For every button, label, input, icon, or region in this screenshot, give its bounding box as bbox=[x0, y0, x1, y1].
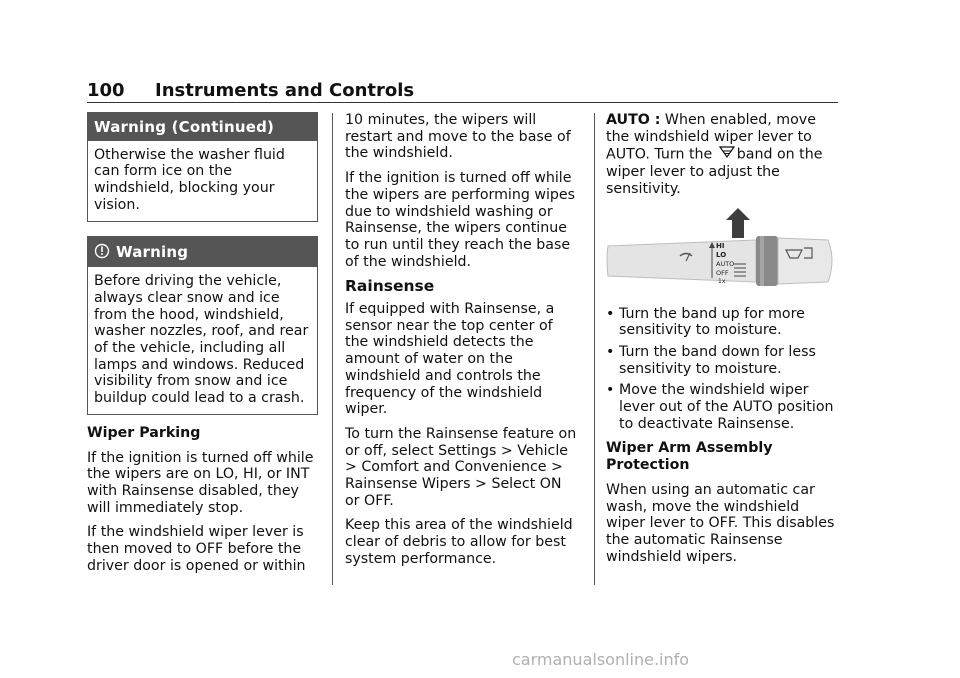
rainsense-paragraph-2: To turn the Rainsense feature on or off, select Settings > Vehicle > Comfort and Convenience > Rainsense Wipers > Select ON or OFF. bbox=[345, 425, 577, 509]
wiper-arm-paragraph: When using an automatic car wash, move the windshield wiper lever to OFF. This disables the automatic Rainsense windshield wipers. bbox=[606, 481, 835, 565]
wiper-parking-heading: Wiper Parking bbox=[87, 424, 201, 441]
list-item: • Move the windshield wiper lever out of the AUTO position to deactivate Rainsense. bbox=[606, 382, 834, 432]
warning-box bbox=[87, 236, 318, 415]
column-divider-2 bbox=[594, 113, 595, 585]
list-item: • Turn the band down for less sensitivity to moisture. bbox=[606, 343, 816, 377]
rainsense-heading: Rainsense bbox=[345, 277, 435, 296]
warning-continued-text: Otherwise the washer fluid can form ice on the windshield, blocking your vision. bbox=[94, 146, 285, 213]
lever-label-1x: 1x bbox=[718, 277, 726, 285]
rainsense-paragraph-1: If equipped with Rainsense, a sensor near the top center of the windshield detects the amount of water on the windshield and controls the frequency of the windshield wiper. bbox=[345, 301, 555, 418]
column2-paragraph-1: 10 minutes, the wipers will restart and move to the base of the windshield. bbox=[345, 112, 571, 162]
warning-header bbox=[88, 237, 317, 268]
lever-label-off: OFF bbox=[716, 268, 729, 277]
warning-icon bbox=[94, 243, 110, 263]
warning-title: Warning bbox=[116, 243, 189, 262]
auto-label: AUTO : bbox=[606, 112, 661, 128]
wiper-lever-illustration bbox=[606, 206, 836, 296]
auto-text-b: band on the wiper lever to adjust the sensitivity. bbox=[606, 146, 823, 197]
wiper-parking-paragraph-2: If the windshield wiper lever is then moved to OFF before the driver door is opened or within bbox=[87, 524, 306, 574]
rainsense-paragraph-3: Keep this area of the windshield clear of debris to allow for best system performance. bbox=[345, 517, 573, 567]
lever-label-lo: LO bbox=[716, 250, 727, 259]
column-1 bbox=[87, 112, 318, 582]
page-number: 100 bbox=[87, 80, 125, 101]
page-header bbox=[87, 80, 838, 104]
column2-paragraph-2: If the ignition is turned off while the wipers are performing wipes due to windshield washing or Rainsense, the wipers continue to run until they reach the base of the windshield. bbox=[345, 170, 576, 270]
auto-paragraph bbox=[606, 112, 838, 198]
list-item: • Turn the band up for more sensitivity to moisture. bbox=[606, 305, 805, 339]
section-title: Instruments and Controls bbox=[155, 80, 415, 101]
header-rule bbox=[87, 102, 838, 103]
column-divider-1 bbox=[332, 113, 333, 585]
rainsense-band-icon bbox=[719, 145, 735, 164]
wiper-parking-paragraph-1: If the ignition is turned off while the wipers are on LO, HI, or INT with Rainsense disabled, they will immediately stop. bbox=[87, 449, 314, 516]
column-3 bbox=[606, 112, 838, 573]
auto-text-a: When enabled, move the windshield wiper lever to AUTO. Turn the bbox=[606, 112, 816, 163]
sensitivity-list bbox=[606, 306, 838, 433]
lever-label-hi: HI bbox=[716, 241, 725, 250]
lever-label-auto: AUTO bbox=[716, 259, 735, 268]
warning-continued-title: Warning (Continued) bbox=[88, 113, 317, 141]
watermark: carmanualsonline.info bbox=[512, 650, 690, 669]
column-2 bbox=[345, 112, 577, 576]
warning-continued-box bbox=[87, 112, 318, 222]
warning-text: Before driving the vehicle, always clear snow and ice from the hood, windshield, washer nozzles, roof, and rear of the vehicle, including all lamps and windows. Reduced visibility from snow and ice buildup could lead to a crash. bbox=[94, 273, 309, 407]
arrow-up-icon bbox=[726, 208, 750, 238]
wiper-arm-heading: Wiper Arm Assembly Protection bbox=[606, 440, 773, 474]
